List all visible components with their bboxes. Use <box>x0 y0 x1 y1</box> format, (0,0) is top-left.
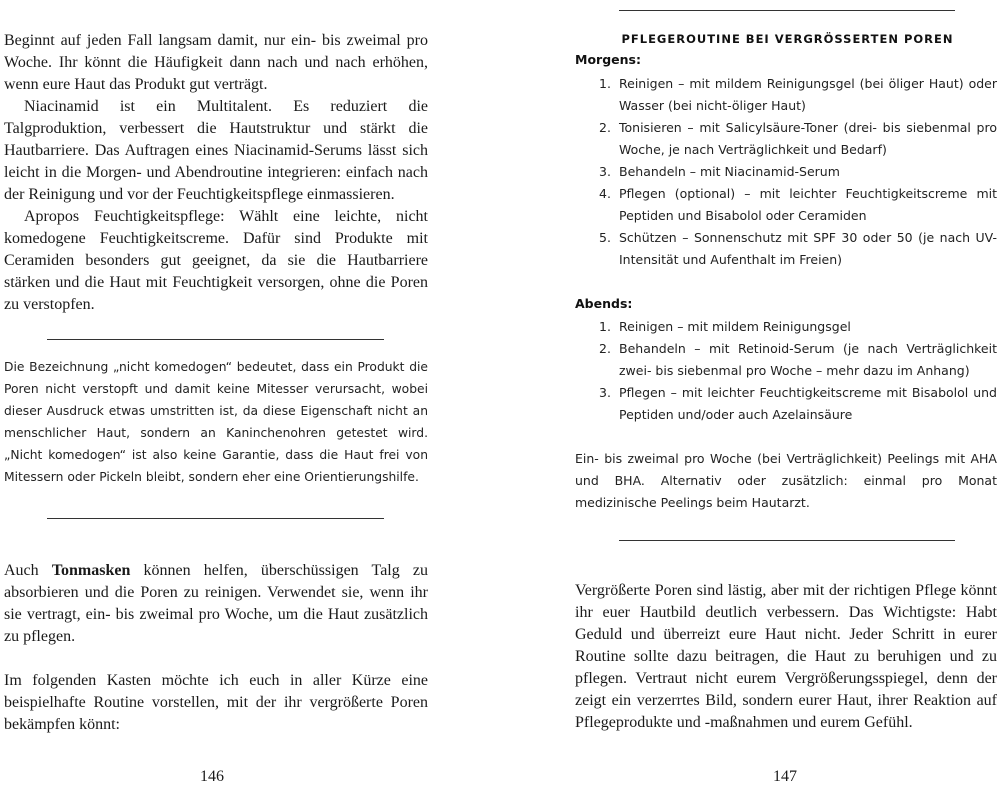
box-divider-bottom <box>619 540 955 541</box>
left-page <box>0 0 430 800</box>
routine-step <box>575 316 997 338</box>
bold-term: Tonmasken <box>51 562 131 579</box>
paragraph-tonmasken <box>4 560 428 648</box>
step-number: 1. <box>599 319 611 334</box>
step-text: Reinigen – mit mildem Reinigungsgel <box>619 319 851 334</box>
step-text: Behandeln – mit Retinoid-Serum (je nach Verträglichkeit zwei- bis siebenmal pro Woche – mehr dazu im Anhang) <box>619 341 997 378</box>
step-number: 3. <box>599 385 611 400</box>
step-number: 5. <box>599 230 611 245</box>
step-text: Pflegen (optional) – mit leichter Feuchtigkeitscreme mit Peptiden und Bisabolol oder Ceramiden <box>619 186 997 223</box>
paragraph-kasten-intro: Im folgenden Kasten möchte ich euch in aller Kürze eine beispielhafte Routine vorstellen, mit der ihr vergrößerte Poren bekämpfen könnt: <box>4 672 428 733</box>
evening-heading: Abends: <box>575 296 633 311</box>
routine-step <box>575 73 997 117</box>
step-number: 3. <box>599 164 611 179</box>
divider-bottom <box>47 518 384 519</box>
routine-step <box>575 117 997 161</box>
page-number: 146 <box>200 768 224 785</box>
routine-step <box>575 338 997 382</box>
routine-step <box>575 227 997 271</box>
routine-step <box>575 161 997 183</box>
box-title: PFLEGEROUTINE BEI VERGRÖSSERTEN POREN <box>621 32 954 46</box>
step-text: Reinigen – mit mildem Reinigungsgel (bei öliger Haut) oder Wasser (bei nicht-öliger Haut) <box>619 76 997 113</box>
step-number: 2. <box>599 341 611 356</box>
step-text: Behandeln – mit Niacinamid-Serum <box>619 164 840 179</box>
routine-step <box>575 382 997 426</box>
info-note: Die Bezeichnung „nicht komedogen“ bedeutet, dass ein Produkt die Poren nicht verstopft und damit keine Mitesser verursacht, wobei dieser Ausdruck etwas umstritten ist, da diese Eigenschaft nicht an menschlicher Haut, sondern an Kaninchenohren getestet wird. „Nicht komedogen“ ist also keine Garantie, dass die Haut frei von Mitessern oder Pickeln bleibt, sondern eher eine Orientierungshilfe. <box>4 360 428 484</box>
step-number: 2. <box>599 120 611 135</box>
step-text: Schützen – Sonnenschutz mit SPF 30 oder 50 (je nach UV-Intensität und Aufenthalt im Freien) <box>619 230 997 267</box>
morning-heading: Morgens: <box>575 52 641 67</box>
text-run: Auch <box>4 562 52 579</box>
routine-step <box>575 183 997 227</box>
step-number: 4. <box>599 186 611 201</box>
paragraph-intro: Beginnt auf jeden Fall langsam damit, nur ein- bis zweimal pro Woche. Ihr könnt die Häufigkeit dann nach und nach erhöhen, wenn eure Haut das Produkt gut verträgt. <box>4 32 428 93</box>
paragraph-feuchtigkeitspflege: Apropos Feuchtigkeitspflege: Wählt eine leichte, nicht komedogene Feuchtigkeitscreme. Dafür sind Produkte mit Ceramiden besonders gut geeignet, da sie die Hautbarriere stärken und die Haut mit Feuchtigkeit versorgen, ohne die Poren zu verstopfen. <box>4 208 428 313</box>
step-text: Pflegen – mit leichter Feuchtigkeitscreme mit Bisabolol und Peptiden und/oder auch Azelainsäure <box>619 385 997 422</box>
step-number: 1. <box>599 76 611 91</box>
step-text: Tonisieren – mit Salicylsäure-Toner (drei- bis siebenmal pro Woche, je nach Verträglichkeit und Bedarf) <box>619 120 997 157</box>
evening-steps-list <box>575 316 997 426</box>
divider-top <box>47 339 384 340</box>
closing-paragraph: Vergrößerte Poren sind lästig, aber mit der richtigen Pflege könnt ihr euer Hautbild deutlich verbessern. Das Wichtigste: Habt Geduld und überreizt eure Haut nicht. Jeder Schritt in eurer Routine sollte dazu beitragen, die Haut zu beruhigen und zu pflegen. Vertraut nicht eurem Vergrößerungsspiegel, denn der zeigt ein verzerrtes Bild, sondern eurer Haut, ihrer Reaktion auf Pflegeprodukte und -maßnahmen und eurem Gefühl. <box>575 582 997 731</box>
paragraph-niacinamid: Niacinamid ist ein Multitalent. Es reduziert die Talgproduktion, verbessert die Hautstruktur und stärkt die Hautbarriere. Das Auftragen eines Niacinamid-Serums lässt sich leicht in die Morgen- und Abendroutine integrieren: einfach nach der Reinigung und vor der Feuchtigkeitspflege einmassieren. <box>4 98 428 203</box>
morning-steps-list <box>575 73 997 271</box>
page-number: 147 <box>773 768 797 785</box>
right-page <box>575 0 1000 800</box>
box-divider-top <box>619 10 955 11</box>
text-run: können helfen, überschüssigen Talg zu absorbieren und die Poren zu reinigen. Verwendet sie, wenn ihr sie vertragt, ein- bis zweimal pro Woche, um die Haut zusätzlich zu pflegen. <box>4 562 428 645</box>
peeling-note: Ein- bis zweimal pro Woche (bei Verträglichkeit) Peelings mit AHA und BHA. Alternativ oder zusätzlich: einmal pro Monat medizinische Peelings beim Hautarzt. <box>575 451 997 510</box>
